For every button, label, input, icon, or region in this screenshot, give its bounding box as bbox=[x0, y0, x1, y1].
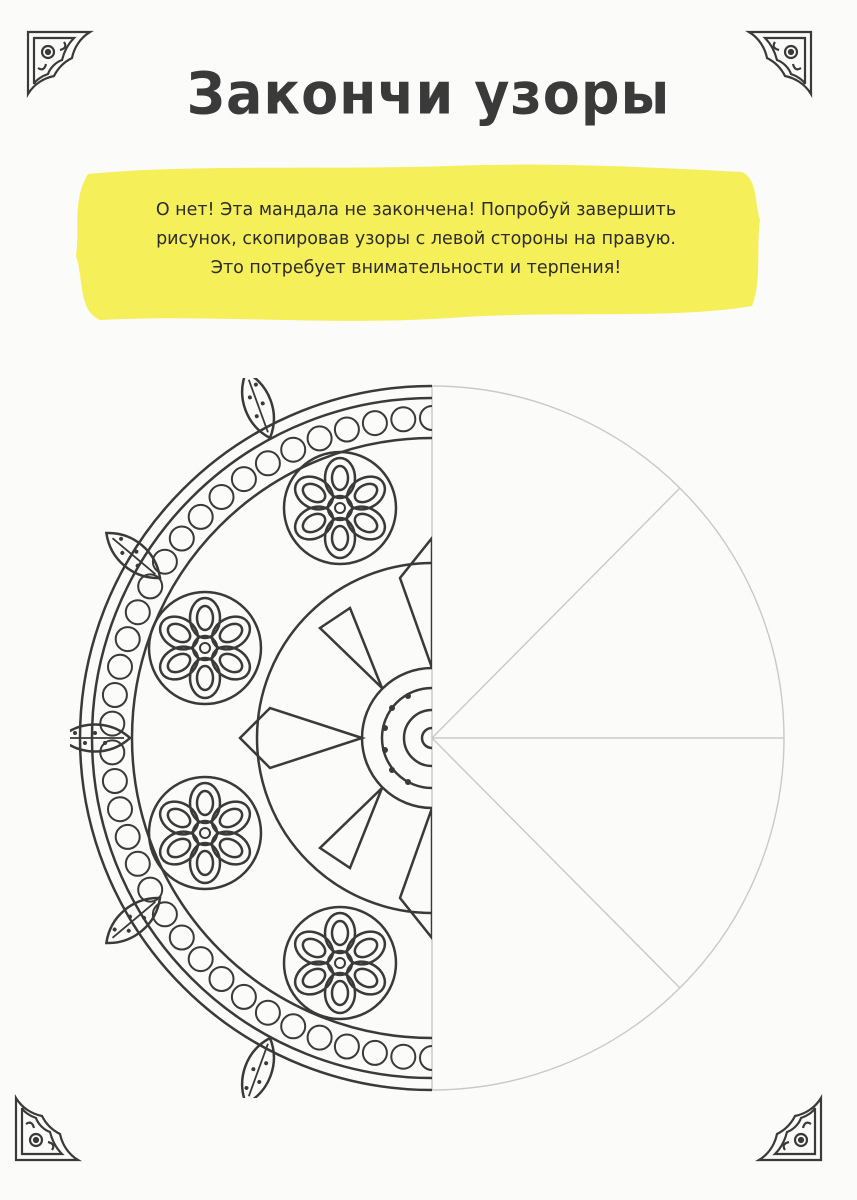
scallop-ornament bbox=[153, 902, 177, 926]
scallop-ornament bbox=[391, 1045, 415, 1069]
instruction-line: рисунок, скопировав узоры с левой стороны на правую. bbox=[156, 229, 676, 249]
scallop-ornament bbox=[363, 411, 387, 435]
scallop-ornament bbox=[256, 1001, 280, 1025]
scallop-ornament bbox=[281, 438, 305, 462]
scallop-ornament bbox=[170, 527, 194, 551]
scallop-ornament bbox=[210, 967, 234, 991]
scallop-ornament bbox=[308, 426, 332, 450]
instructions-banner bbox=[70, 160, 762, 330]
empty-half-guide bbox=[432, 386, 784, 1090]
scallop-ornament bbox=[281, 1014, 305, 1038]
scallop-ornament bbox=[108, 655, 132, 679]
scallop-ornament bbox=[103, 769, 127, 793]
scallop-ornament bbox=[170, 926, 194, 950]
scallop-ornament bbox=[189, 505, 213, 529]
scallop-ornament bbox=[116, 627, 140, 651]
scallop-ornament bbox=[126, 852, 150, 876]
scallop-ornament bbox=[308, 1026, 332, 1050]
scallop-ornament bbox=[126, 600, 150, 624]
scallop-ornament bbox=[232, 467, 256, 491]
instruction-line: О нет! Эта мандала не закончена! Попробуй завершить bbox=[155, 200, 677, 220]
corner-ornament-bottom-right-icon bbox=[755, 1094, 825, 1164]
scallop-ornament bbox=[391, 407, 415, 431]
scallop-ornament bbox=[363, 1041, 387, 1065]
instruction-line: Это потребует внимательности и терпения! bbox=[210, 258, 622, 278]
scallop-ornament bbox=[256, 451, 280, 475]
scallop-ornament bbox=[232, 985, 256, 1009]
corner-ornament-bottom-left-icon bbox=[12, 1094, 82, 1164]
scallop-ornament bbox=[103, 683, 127, 707]
scallop-ornament bbox=[116, 825, 140, 849]
scallop-ornament bbox=[153, 550, 177, 574]
scallop-ornament bbox=[335, 418, 359, 442]
mandala-drawing-area bbox=[70, 378, 790, 1098]
page-title: Закончи узоры bbox=[186, 59, 671, 128]
instructions-text bbox=[70, 196, 762, 283]
scallop-ornament bbox=[189, 947, 213, 971]
scallop-ornament bbox=[108, 797, 132, 821]
scallop-ornament bbox=[210, 485, 234, 509]
scallop-ornament bbox=[335, 1035, 359, 1059]
